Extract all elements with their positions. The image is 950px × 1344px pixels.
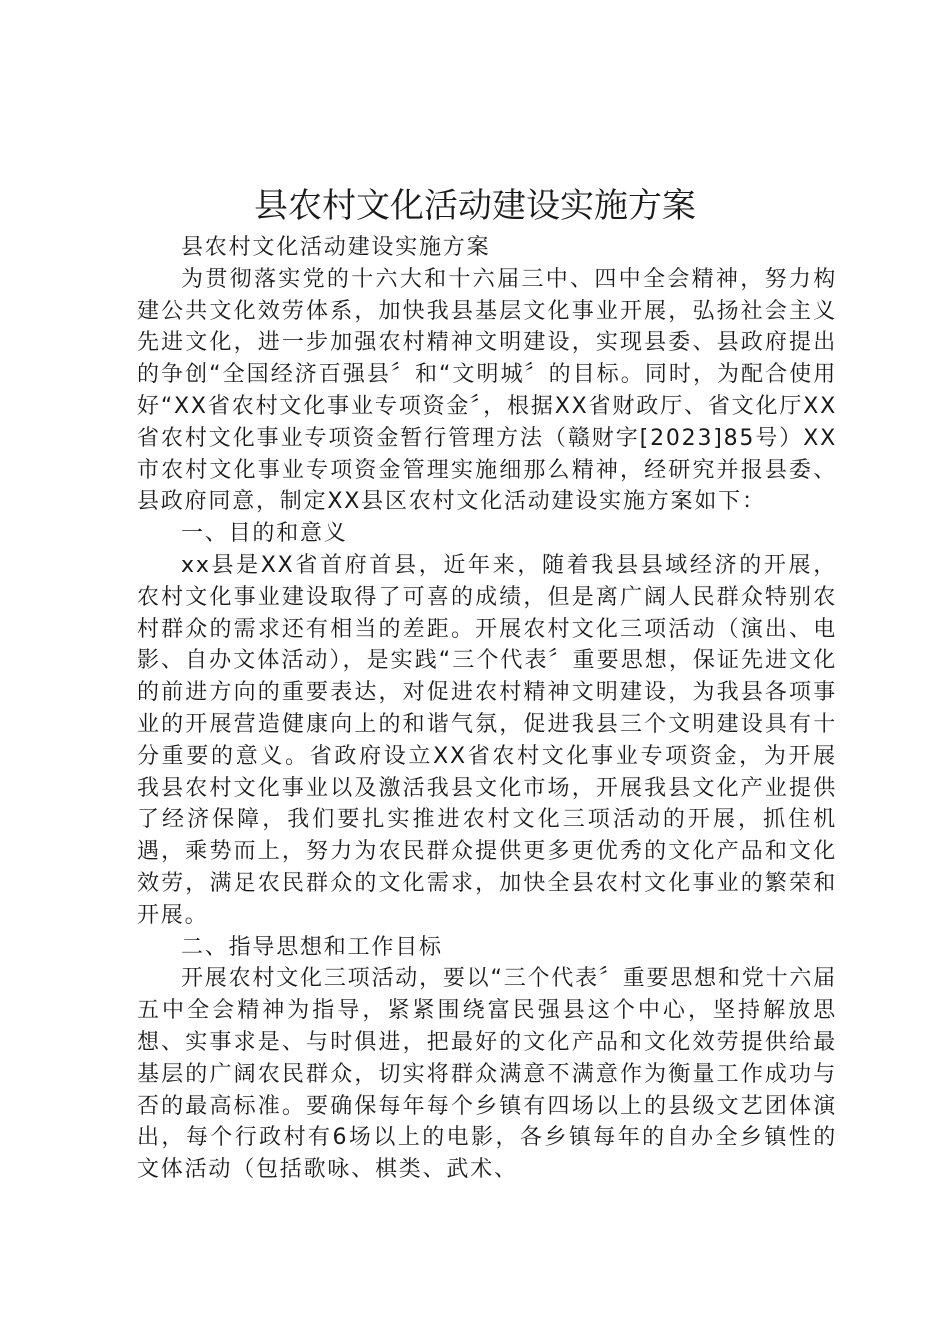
intro-paragraph: 为贯彻落实党的十六大和十六届三中、四中全会精神，努力构建公共文化效劳体系，加快我县基层文化事业开展，弘扬社会主义先进文化，进一步加强农村精神文明建设，实现县委、县政府提出的争创“全国经济百强县〞和“文明城〞的目标。同时，为配合使用好“XX省农村文化事业专项资金〞，根据XX省财政厅、省文化厅XX省农村文化事业专项资金暂行管理方法（赣财字[2023]85号）XX市农村文化事业专项资金管理实施细那么精神，经研究并报县委、县政府同意，制定XX县区农村文化活动建设实施方案如下： [137, 266, 837, 515]
section-heading-guidance: 二、指导思想和工作目标 [181, 934, 443, 960]
document-title: 县农村文化活动建设实施方案 [254, 186, 696, 226]
subtitle-paragraph: 县农村文化活动建设实施方案 [181, 235, 491, 260]
document-body [137, 232, 837, 1186]
section-heading-purpose: 一、目的和意义 [181, 521, 348, 547]
guidance-paragraph: 开展农村文化三项活动，要以“三个代表〞重要思想和党十六届五中全会精神为指导，紧紧围绕富民强县这个中心，坚持解放思想、实事求是、与时俱进，把最好的文化产品和文化效劳提供给最基层的广阔农民群众，切实将群众满意不满意作为衡量工作成功与否的最高标准。要确保每年每个乡镇有四场以上的县级文艺团体演出，每个行政村有6场以上的电影，各乡镇每年的自办全乡镇性的文体活动（包括歌咏、棋类、武术、 [137, 966, 837, 1183]
purpose-paragraph: xx县是XX省首府首县，近年来，随着我县县域经济的开展，农村文化事业建设取得了可喜的成绩，但是离广阔人民群众特别农村群众的需求还有相当的差距。开展农村文化三项活动（演出、电影、自办文体活动），是实践“三个代表〞重要思想，保证先进文化的前进方向的重要表达，对促进农村精神文明建设，为我县各项事业的开展营造健康向上的和谐气氛，促进我县三个文明建设具有十分重要的意义。省政府设立XX省农村文化事业专项资金，为开展我县农村文化事业以及激活我县文化市场，开展我县文化产业提供了经济保障，我们要扎实推进农村文化三项活动的开展，抓住机遇，乘势而上，努力为农民群众提供更多更优秀的文化产品和文化效劳，满足农民群众的文化需求，加快全县农村文化事业的繁荣和开展。 [137, 552, 837, 928]
